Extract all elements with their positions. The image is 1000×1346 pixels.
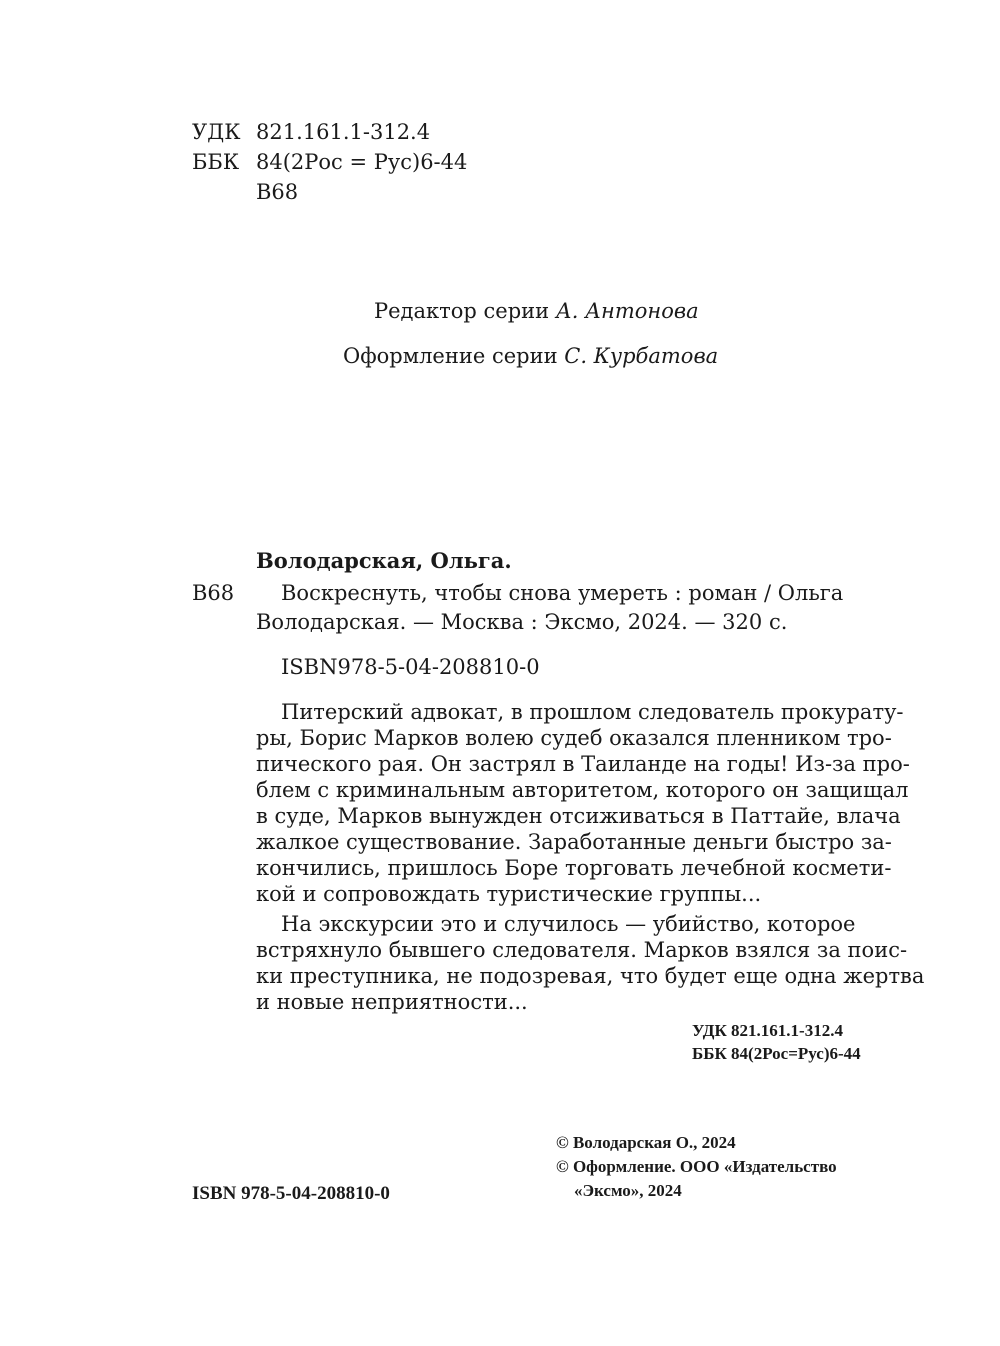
- bib-isbn: ISBN978-5-04-208810-0: [281, 655, 540, 679]
- bib-title-line-1: Воскреснуть, чтобы снова умереть : роман / Ольга: [281, 581, 844, 605]
- annotation-line: Питерский адвокат, в прошлом следователь прокурату-: [281, 700, 904, 724]
- annotation-line: в суде, Марков вынужден отсиживаться в Паттайе, влача: [256, 804, 901, 828]
- annotation-line: и новые неприятности...: [256, 990, 528, 1014]
- editor-name: А. Антонова: [555, 299, 699, 323]
- isbn-bottom: ISBN 978-5-04-208810-0: [192, 1183, 390, 1204]
- design-prefix: Оформление серии: [343, 344, 558, 368]
- bib-title-line-2: Володарская. — Москва : Эксмо, 2024. — 320 с.: [256, 610, 788, 634]
- annotation-line: На экскурсии это и случилось — убийство, которое: [281, 912, 856, 936]
- annotation-line: ры, Борис Марков волею судеб оказался пленником тро-: [256, 726, 892, 750]
- udk-value: 821.161.1-312.4: [256, 120, 431, 144]
- annotation-line: пического рая. Он застрял в Таиланде на годы! Из-за про-: [256, 752, 910, 776]
- editor-prefix: Редактор серии: [374, 299, 550, 323]
- bib-mark: В68: [192, 581, 235, 605]
- editor-credit: [374, 299, 699, 323]
- annotation-line: жалкое существование. Заработанные деньги быстро за-: [256, 830, 892, 854]
- annotation-line: блем с криминальным авторитетом, которого он защищал: [256, 778, 909, 802]
- annotation-line: кончились, пришлось Боре торговать лечебной космети-: [256, 856, 892, 880]
- footer-bbk: ББК 84(2Рос=Рус)6-44: [692, 1044, 861, 1063]
- copyright-line-1: © Володарская О., 2024: [556, 1133, 736, 1152]
- annotation-line: кой и сопровождать туристические группы...: [256, 882, 762, 906]
- author-mark: В68: [256, 180, 299, 204]
- annotation-line: встряхнуло бывшего следователя. Марков взялся за поис-: [256, 938, 908, 962]
- udk-label: УДК: [192, 120, 241, 144]
- design-credit: [343, 344, 718, 368]
- copyright-line-3: «Эксмо», 2024: [574, 1181, 682, 1200]
- book-author: Володарская, Ольга.: [256, 548, 512, 573]
- copyright-line-2: © Оформление. ООО «Издательство: [556, 1157, 837, 1176]
- design-name: С. Курбатова: [564, 344, 719, 368]
- bbk-value: 84(2Рос = Рус)6-44: [256, 150, 468, 174]
- bbk-label: ББК: [192, 150, 240, 174]
- annotation-line: ки преступника, не подозревая, что будет еще одна жертва: [256, 964, 925, 988]
- footer-udk: УДК 821.161.1-312.4: [692, 1021, 843, 1040]
